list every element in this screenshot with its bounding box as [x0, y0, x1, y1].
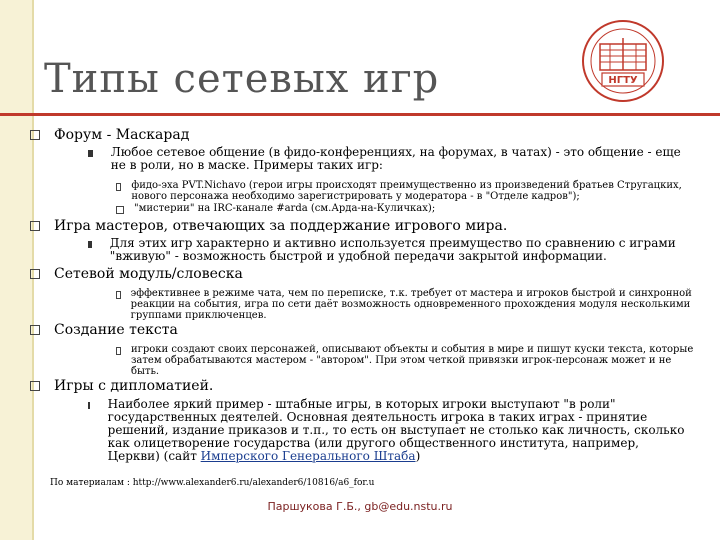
filled-bullet-icon: [88, 150, 93, 157]
item-masters-description: Для этих игр характерно и активно используется преимущество по сравнению с играми "вживую" - возможность быстрой и удобной передачи закрытой информации.: [109, 236, 676, 263]
item-text-label: Создание текста: [54, 322, 178, 338]
item-text-sub: [116, 344, 694, 377]
item-diplomacy-sub: [88, 398, 688, 463]
small-square-bullet-icon: [116, 347, 121, 355]
item-diplomacy: [30, 378, 213, 394]
item-module-description: эффективнее в режиме чата, чем по переписке, т.к. требует от мастера и игроков быстрой и синхронной реакции на события, игра по сети даёт возможность одновременного прохождения модуля несколькими группами приключенцев.: [130, 288, 692, 321]
small-square-bullet-icon: [116, 291, 121, 299]
page-title: Типы сетевых игр: [44, 56, 440, 102]
item-forum: [30, 127, 189, 143]
item-module: [30, 266, 243, 282]
square-bullet-icon: [30, 221, 40, 231]
square-bullet-icon: [30, 130, 40, 140]
item-module-sub: [116, 288, 694, 321]
item-text: [30, 322, 178, 338]
item-text-description: игроки создают своих персонажей, описывают объекты и события в мире и пишут куски текста, которые затем обрабатываются мастером - "автором". При этом четкой привязки игрок-персонаж может и не быть.: [130, 344, 694, 377]
imperial-staff-link[interactable]: Имперского Генерального Штаба: [200, 449, 416, 463]
source-note: По материалам : http://www.alexander6.ru/alexander6/10816/a6_for.u: [50, 478, 375, 488]
item-masters-sub: [88, 237, 688, 263]
filled-bullet-icon: [88, 241, 92, 248]
small-square-bullet-icon: [116, 206, 124, 214]
small-square-bullet-icon: [116, 183, 121, 191]
author-footer: Паршукова Г.Б., gb@edu.nstu.ru: [267, 500, 453, 513]
item-masters: [30, 218, 507, 234]
square-bullet-icon: [30, 325, 40, 335]
square-bullet-icon: [30, 269, 40, 279]
svg-text:НГТУ: НГТУ: [608, 75, 638, 86]
item-diplomacy-description: Наиболее яркий пример - штабные игры, в которых игроки выступают "в роли" государственных деятелей. Основная деятельность игрока в таких играх - принятие решений, издание приказов и т.п., то есть он выступает не столько как личность, сколько как олицетворение государства (или другого общественного института, например, Церкви) (сайт Имперского Генерального Штаба): [107, 397, 685, 463]
filled-bullet-icon: [88, 402, 90, 409]
item-forum-example-2: "мистерии" на IRC-канале #arda (см.Арда-на-Куличках);: [116, 203, 694, 214]
item-diplomacy-label: Игры с дипломатией.: [54, 378, 214, 394]
item-forum-label: Форум - Маскарад: [54, 127, 190, 143]
item-forum-sub: [88, 146, 688, 172]
item-masters-label: Игра мастеров, отвечающих за поддержание игрового мира.: [54, 218, 508, 234]
item-forum-example-1: фидо-эха PVT.Nichavo (герои игры происходят преимущественно из произведений братьев Стругацких, нового персонажа необходимо зарегистрировать у модератора - в "Отделе кадров");: [116, 180, 694, 202]
square-bullet-icon: [30, 381, 40, 391]
item-forum-description: Любое сетевое общение (в фидо-конференциях, на форумах, в чатах) - это общение - еще не в роли, но в маске. Примеры таких игр:: [110, 145, 681, 172]
item-module-label: Сетевой модуль/словеска: [54, 266, 243, 282]
